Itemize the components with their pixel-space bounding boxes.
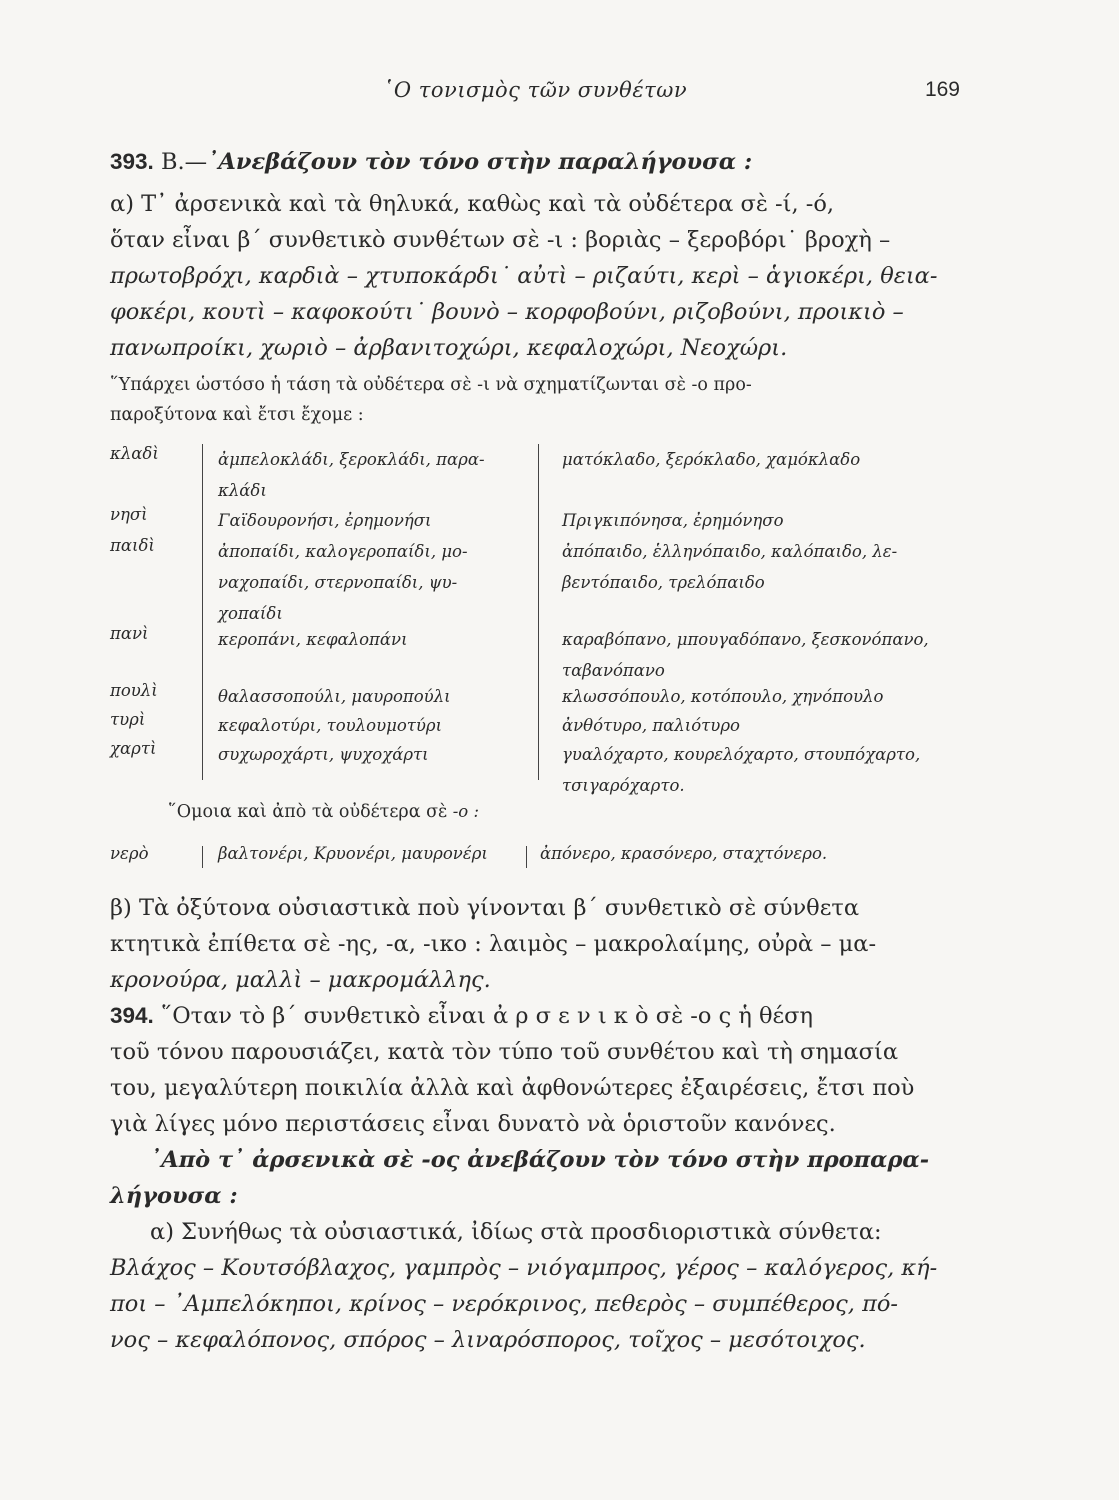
heading-line: ᾿Απὸ τ᾿ ἀρσενικὰ σὲ -ος ἀνεβάζουν τὸν τόνο στὴν προπαρα- bbox=[150, 1147, 930, 1173]
text-line: κτητικὰ ἐπίθετα σὲ -ης, -α, -ικο : λαιμὸς – μακρολαίμης, οὐρὰ – μα- bbox=[110, 931, 877, 957]
row-col1 bbox=[218, 444, 548, 506]
text-line: γιὰ λίγες μόνο περιστάσεις εἶναι δυνατὸ νὰ ὁριστοῦν κανόνες. bbox=[110, 1111, 836, 1137]
text-line: ῞Οταν τὸ β΄ συνθετικὸ εἶναι ἀ ρ σ ε ν ι κ ὸ σὲ -ο ς ἡ θέση bbox=[160, 1003, 814, 1029]
similar-note-text: ῞Ομοια καὶ ἀπὸ τὰ οὐδέτερα σὲ bbox=[168, 802, 448, 822]
running-title: ῾Ο τονισμὸς τῶν συνθέτων bbox=[382, 78, 688, 102]
paragraph-393-a bbox=[110, 186, 958, 366]
text-line: α) Συνήθως τὰ οὐσιαστικά, ἰδίως στὰ προσδιοριστικὰ σύνθετα: bbox=[150, 1219, 882, 1245]
running-header bbox=[110, 78, 960, 108]
row-col2 bbox=[562, 536, 962, 598]
cell-line: συχωροχάρτι, ψυχοχάρτι bbox=[218, 745, 429, 764]
row-col1 bbox=[218, 681, 548, 712]
cell-line: καραβόπανο, μπουγαδόπανο, ξεσκονόπανο, bbox=[562, 630, 929, 649]
text-line: Βλάχος – Κουτσόβλαχος, γαμπρὸς – νιόγαμπρος, γέρος – καλόγερος, κή- bbox=[110, 1255, 938, 1281]
cell-line: Πριγκιπόνησα, ἐρημόνησο bbox=[562, 511, 784, 530]
note-paragraph bbox=[110, 370, 958, 430]
section-394-heading bbox=[110, 1142, 958, 1214]
text-line: β) Τὰ ὀξύτονα οὐσιαστικὰ ποὺ γίνονται β΄ συνθετικὸ σὲ σύνθετα bbox=[110, 895, 860, 921]
row-head: νερὸ bbox=[110, 844, 149, 863]
row-col2: ἀπόνερο, κρασόνερο, σταχτόνερο. bbox=[540, 844, 828, 863]
text-line: ποι – ᾿Αμπελόκηποι, κρίνος – νερόκρινος, πεθερὸς – συμπέθερος, πό- bbox=[110, 1291, 899, 1317]
row-col2 bbox=[562, 505, 962, 536]
column-divider bbox=[202, 846, 203, 868]
row-col1 bbox=[218, 536, 548, 629]
section-number: 394. bbox=[110, 1003, 154, 1028]
similar-note-suffix: -ο : bbox=[452, 802, 480, 821]
row-col2 bbox=[562, 624, 962, 686]
cell-line: ἀμπελοκλάδι, ξεροκλάδι, παρα- bbox=[218, 450, 485, 469]
cell-line: ναχοπαίδι, στερνοπαίδι, ψυ- bbox=[218, 573, 458, 592]
row-col2 bbox=[562, 710, 962, 741]
paragraph-393-b bbox=[110, 890, 958, 998]
cell-line: βεντόπαιδο, τρελόπαιδο bbox=[562, 573, 765, 592]
cell-line: γυαλόχαρτο, κουρελόχαρτο, στουπόχαρτο, bbox=[562, 745, 921, 764]
row-head: κλαδὶ bbox=[110, 444, 159, 463]
row-col2 bbox=[562, 444, 962, 475]
section-heading: ᾿Ανεβάζουν τὸν τόνο στὴν παραλήγουσα : bbox=[207, 149, 753, 175]
cell-line: χοπαίδι bbox=[218, 604, 283, 623]
cell-line: κλωσσόπουλο, κοτόπουλο, χηνόπουλο bbox=[562, 687, 884, 706]
row-col1 bbox=[218, 505, 548, 536]
cell-line: ταβανόπανο bbox=[562, 661, 665, 680]
cell-line: ἀπόπαιδο, ἑλληνόπαιδο, καλόπαιδο, λε- bbox=[562, 542, 898, 561]
cell-line: κεροπάνι, κεφαλοπάνι bbox=[218, 630, 408, 649]
row-col2 bbox=[562, 739, 962, 801]
row-head: πανὶ bbox=[110, 624, 149, 643]
text-line: ῞Υπάρχει ὡστόσο ἡ τάση τὰ οὐδέτερα σὲ -ι νὰ σχηματίζωνται σὲ -ο προ- bbox=[110, 375, 752, 395]
cell-line: τσιγαρόχαρτο. bbox=[562, 776, 685, 795]
text-line: κρονούρα, μαλλὶ – μακρομάλλης. bbox=[110, 967, 491, 993]
text-line: παροξύτονα καὶ ἔτσι ἔχομε : bbox=[110, 405, 364, 425]
section-number: 393. bbox=[110, 149, 154, 174]
text-line: φοκέρι, κουτὶ – καφοκούτι˙ βουνὸ – κορφοβούνι, ριζοβούνι, προικιὸ – bbox=[110, 299, 904, 325]
column-divider bbox=[526, 846, 527, 868]
row-col1 bbox=[218, 739, 548, 770]
cell-line: ἀνθότυρο, παλιότυρο bbox=[562, 716, 740, 735]
section-394 bbox=[110, 998, 958, 1142]
text-line: ὅταν εἶναι β΄ συνθετικὸ συνθέτων σὲ -ι : βοριὰς – ξεροβόρι˙ βροχὴ – bbox=[110, 227, 891, 253]
row-col2 bbox=[562, 681, 962, 712]
cell-line: ἀποπαίδι, καλογεροπαίδι, μο- bbox=[218, 542, 468, 561]
cell-line: κεφαλοτύρι, τουλουμοτύρι bbox=[218, 716, 443, 735]
page-number: 169 bbox=[924, 78, 960, 101]
row-col1 bbox=[218, 710, 548, 741]
row-head: τυρὶ bbox=[110, 710, 146, 729]
row-head: χαρτὶ bbox=[110, 739, 157, 758]
row-head: πουλὶ bbox=[110, 681, 158, 700]
heading-line: λήγουσα : bbox=[110, 1183, 238, 1209]
text-line: νος – κεφαλόπονος, σπόρος – λιναρόσπορος, τοῖχος – μεσότοιχος. bbox=[110, 1327, 866, 1353]
row-head: νησὶ bbox=[110, 505, 148, 524]
section-393-heading bbox=[110, 144, 958, 180]
cell-line: θαλασσοπούλι, μαυροπούλι bbox=[218, 687, 451, 706]
column-divider bbox=[202, 444, 203, 780]
similar-note bbox=[168, 802, 1018, 822]
cell-line: ματόκλαδο, ξερόκλαδο, χαμόκλαδο bbox=[562, 450, 861, 469]
section-prefix: Β.— bbox=[160, 149, 208, 175]
row-col1: βαλτονέρι, Κρυονέρι, μαυρονέρι bbox=[218, 844, 488, 863]
cell-line: κλάδι bbox=[218, 481, 267, 500]
row-head: παιδὶ bbox=[110, 536, 155, 555]
text-line: πρωτοβρόχι, καρδιὰ – χτυποκάρδι˙ αὐτὶ – ριζαύτι, κερὶ – ἁγιοκέρι, θεια- bbox=[110, 263, 938, 289]
text-line: πανωπροίκι, χωριὸ – ἀρβανιτοχώρι, κεφαλοχώρι, Νεοχώρι. bbox=[110, 335, 788, 361]
text-line: τοῦ τόνου παρουσιάζει, κατὰ τὸν τύπο τοῦ συνθέτου καὶ τὴ σημασία bbox=[110, 1039, 899, 1065]
text-line: α) Τ᾿ ἀρσενικὰ καὶ τὰ θηλυκά, καθὼς καὶ τὰ οὐδέτερα σὲ -ί, -ό, bbox=[110, 191, 835, 217]
text-line: του, μεγαλύτερη ποικιλία ἀλλὰ καὶ ἀφθονώτερες ἐξαιρέσεις, ἔτσι ποὺ bbox=[110, 1075, 915, 1101]
cell-line: Γαϊδουρονήσι, ἐρημονήσι bbox=[218, 511, 432, 530]
row-col1 bbox=[218, 624, 548, 655]
paragraph-394-a bbox=[110, 1214, 958, 1358]
